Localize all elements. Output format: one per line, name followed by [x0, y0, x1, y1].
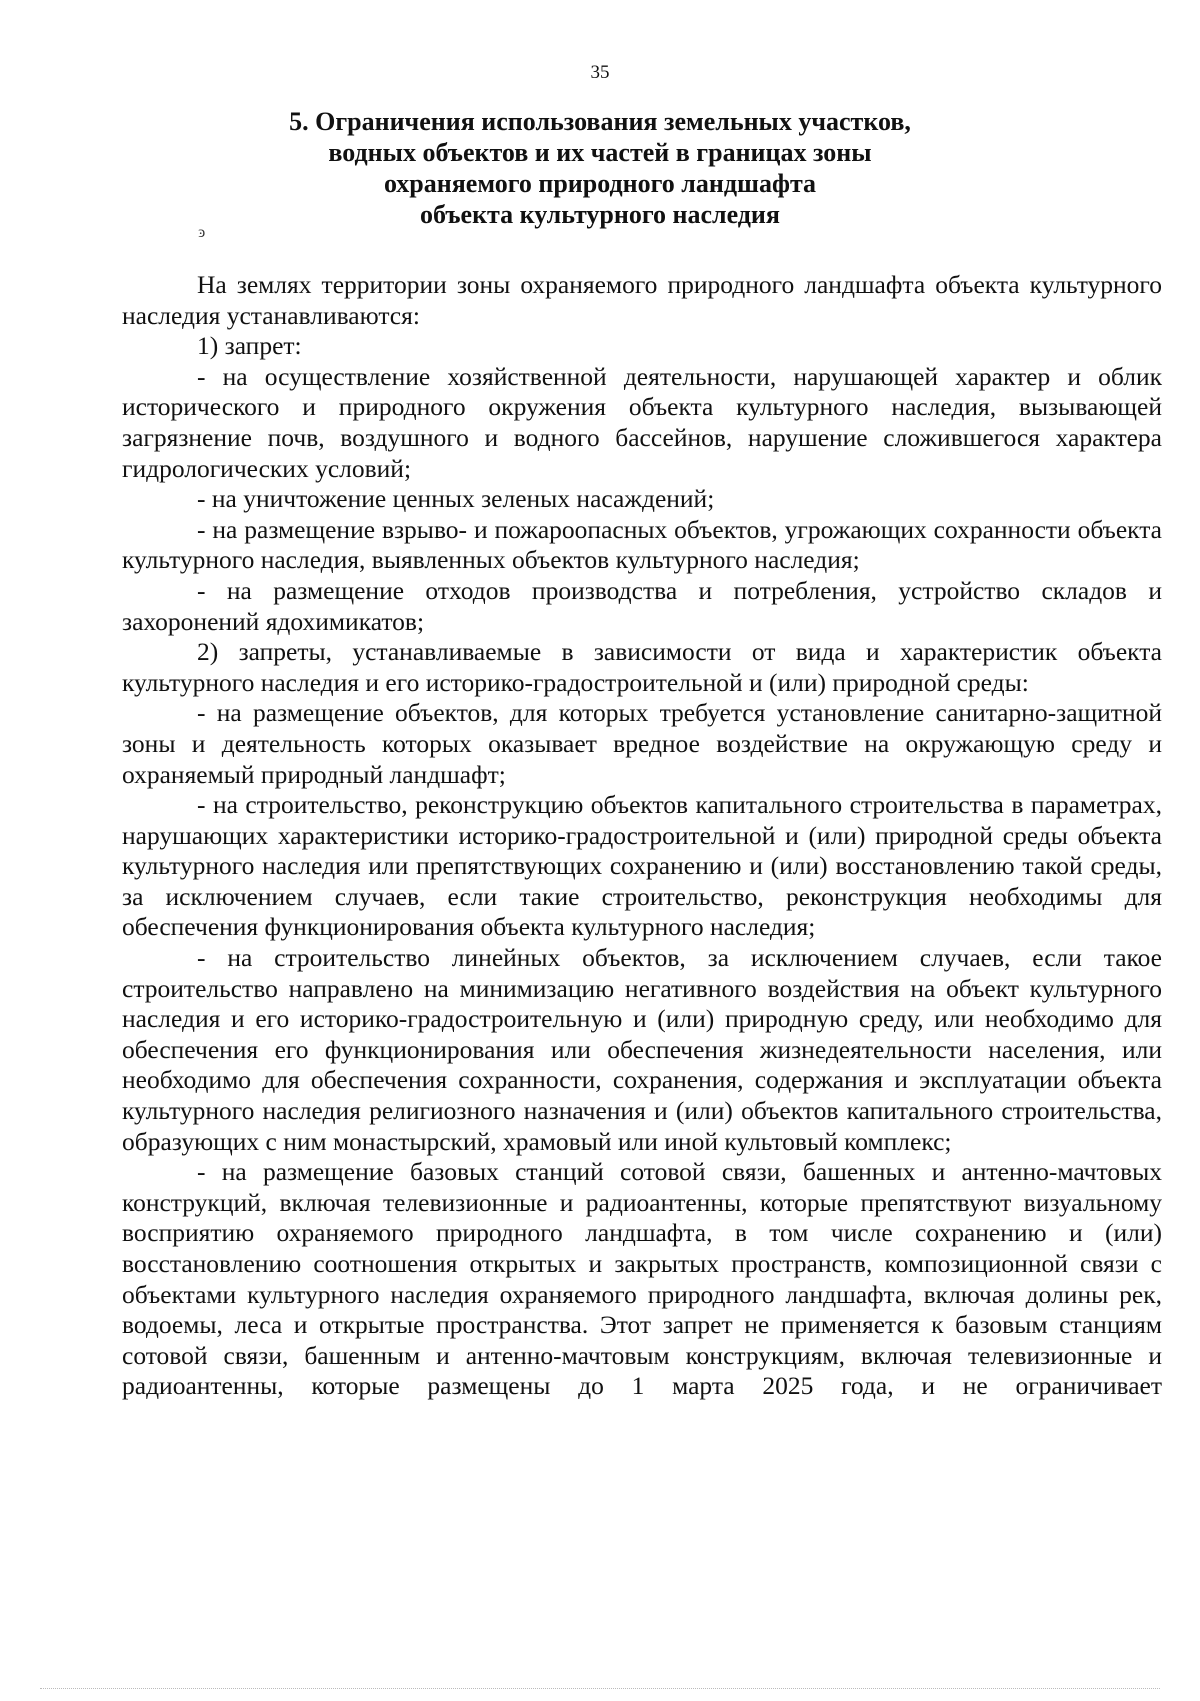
paragraph: - на размещение взрыво- и пожароопасных объектов, угрожающих сохранности объекта культурного наследия, выявленных объектов культурного наследия;	[122, 514, 1162, 575]
body-text	[122, 270, 1162, 1402]
heading-line: охраняемого природного ландшафта	[383, 169, 817, 198]
paragraph: 1) запрет:	[197, 331, 302, 361]
scan-footer-noise	[40, 1688, 1160, 1691]
heading-line: объекта культурного наследия	[420, 200, 780, 229]
paragraph: - на уничтожение ценных зеленых насаждений;	[197, 484, 715, 514]
section-heading	[150, 106, 1050, 230]
paragraph: - на размещение отходов производства и потребления, устройство складов и захоронений ядохимикатов;	[122, 575, 1162, 636]
page-number: 35	[590, 62, 610, 83]
paragraph: - на строительство линейных объектов, за исключением случаев, если такое строительство направлено на минимизацию негативного воздействия на объект культурного наследия и его историко-градостроительную и (или) природную среду, или необходимо для обеспечения его функционирования или обеспечения жизнедеятельности населения, или необходимо для обеспечения сохранности, сохранения, содержания и эксплуатации объекта культурного наследия религиозного назначения и (или) объектов капитального строительства, образующих с ним монастырский, храмовый или иной культовый комплекс;	[122, 943, 1162, 1156]
paragraph: - на размещение базовых станций сотовой связи, башенных и антенно-мачтовых конструкций, включая телевизионные и радиоантенны, которые препятствуют визуальному восприятию охраняемого природного ландшафта, в том числе сохранению и (или) восстановлению соотношения открытых и закрытых пространств, композиционной связи с объектами культурного наследия охраняемого природного ландшафта, включая долины рек, водоемы, леса и открытые пространства. Этот запрет не применяется к базовым станциям сотовой связи, башенным и антенно-мачтовым конструкциям, включая телевизионные и радиоантенны, которые размещены до 1 марта 2025 года, и не ограничивает	[122, 1157, 1162, 1401]
heading-line: 5. Ограничения использования земельных участков,	[289, 107, 911, 136]
paragraph: - на размещение объектов, для которых требуется установление санитарно-защитной зоны и деятельность которых оказывает вредное воздействие на окружающую среду и охраняемый природный ландшафт;	[122, 698, 1162, 789]
paragraph: - на осуществление хозяйственной деятельности, нарушающей характер и облик исторического и природного окружения объекта культурного наследия, вызывающей загрязнение почв, воздушного и водного бассейнов, нарушение сложившегося характера гидрологических условий;	[122, 361, 1162, 483]
scan-artifact-mark: ͽ	[198, 224, 206, 241]
paragraph: 2) запреты, устанавливаемые в зависимости от вида и характеристик объекта культурного наследия и его историко-градостроительной и (или) природной среды:	[122, 637, 1162, 697]
paragraph: На землях территории зоны охраняемого природного ландшафта объекта культурного наследия устанавливаются:	[122, 270, 1162, 330]
paragraph: - на строительство, реконструкцию объектов капитального строительства в параметрах, нарушающих характеристики историко-градостроительной и (или) природной среды объекта культурного наследия или препятствующих сохранению и (или) восстановлению такой среды, за исключением случаев, если такие строительство, реконструкция необходимы для обеспечения функционирования объекта культурного наследия;	[122, 790, 1162, 942]
heading-line: водных объектов и их частей в границах зоны	[328, 138, 872, 167]
